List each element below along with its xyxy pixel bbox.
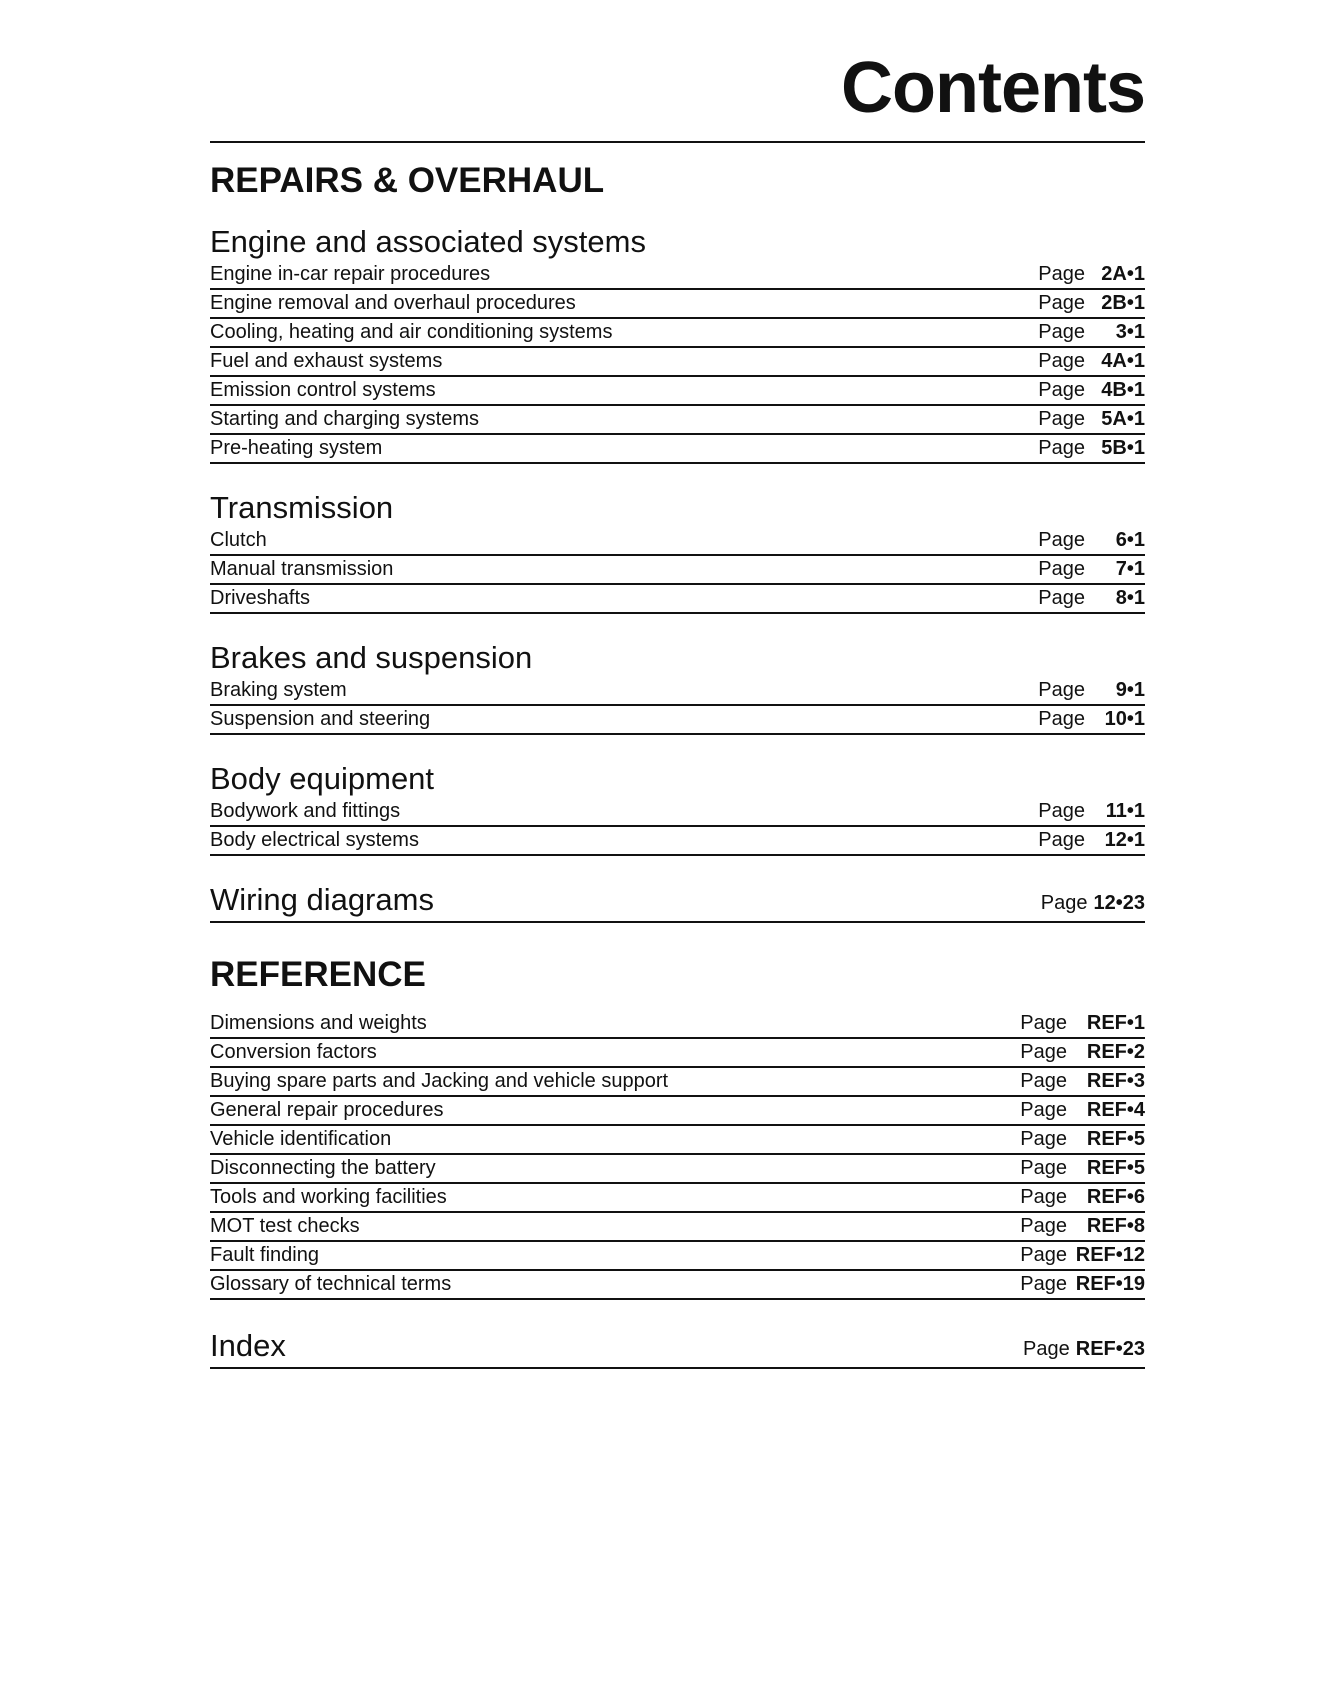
- repairs-heading: REPAIRS & OVERHAUL: [210, 161, 605, 200]
- toc-row[interactable]: [210, 798, 1145, 827]
- page-number: 5A•1: [1101, 408, 1145, 430]
- toc-label: Starting and charging systems: [210, 408, 480, 430]
- page-word: Page: [1020, 1070, 1067, 1092]
- toc-row[interactable]: [210, 1039, 1145, 1068]
- toc-row[interactable]: [210, 706, 1145, 735]
- reference-heading: REFERENCE: [210, 955, 426, 994]
- page-number: 10•1: [1104, 708, 1145, 730]
- toc-row[interactable]: [210, 1242, 1145, 1271]
- group-engine: [210, 226, 1145, 464]
- toc-label: General repair procedures: [210, 1099, 444, 1121]
- toc-row[interactable]: [210, 1126, 1145, 1155]
- toc-label: Fault finding: [210, 1244, 319, 1266]
- toc-row[interactable]: [210, 435, 1145, 464]
- page-number: 5B•1: [1101, 437, 1145, 459]
- toc-label: MOT test checks: [210, 1215, 360, 1237]
- toc-label: Suspension and steering: [210, 708, 431, 730]
- page-word: Page: [1038, 350, 1085, 372]
- toc-label: Clutch: [210, 529, 267, 551]
- group-title: Index: [210, 1328, 286, 1363]
- toc-row[interactable]: [210, 290, 1145, 319]
- page-word: Page: [1020, 1012, 1067, 1034]
- toc-row[interactable]: [210, 348, 1145, 377]
- page-word: Page: [1038, 558, 1085, 580]
- group-index: [210, 1330, 1145, 1369]
- toc-row[interactable]: [210, 827, 1145, 856]
- page-number: REF•1: [1086, 1012, 1145, 1034]
- page-number: REF•5: [1086, 1157, 1145, 1179]
- page-word: Page: [1038, 379, 1085, 401]
- group-title: Brakes and suspension: [210, 640, 533, 675]
- toc-label: Driveshafts: [210, 587, 311, 609]
- toc-label: Buying spare parts and Jacking and vehicle support: [210, 1070, 669, 1092]
- page-number: 7•1: [1115, 558, 1145, 580]
- toc-row[interactable]: [210, 527, 1145, 556]
- toc-label: Bodywork and fittings: [210, 800, 401, 822]
- page-word: Page: [1020, 1099, 1067, 1121]
- page-word: Page: [1020, 1215, 1067, 1237]
- page-word: Page: [1038, 263, 1085, 285]
- page-word: Page: [1038, 292, 1085, 314]
- group-body: [210, 763, 1145, 856]
- page-number: REF•23: [1075, 1338, 1145, 1360]
- toc-label: Cooling, heating and air conditioning systems: [210, 321, 613, 343]
- toc-row-wiring[interactable]: [210, 884, 1145, 923]
- toc-label: Braking system: [210, 679, 347, 701]
- page-number: 2B•1: [1101, 292, 1145, 314]
- page-word: Page: [1038, 587, 1085, 609]
- toc-row[interactable]: [210, 1068, 1145, 1097]
- toc-row[interactable]: [210, 1213, 1145, 1242]
- group-title: Transmission: [210, 490, 394, 525]
- title-block: [210, 0, 1145, 143]
- group-brakes: [210, 642, 1145, 735]
- page-number: 12•1: [1104, 829, 1145, 851]
- toc-row[interactable]: [210, 1184, 1145, 1213]
- toc-row[interactable]: [210, 677, 1145, 706]
- page-word: Page: [1038, 321, 1085, 343]
- page-word: Page: [1020, 1244, 1067, 1266]
- toc-label: Fuel and exhaust systems: [210, 350, 443, 372]
- page-word: Page: [1020, 1186, 1067, 1208]
- page-word: Page: [1020, 1273, 1067, 1295]
- toc-label: Disconnecting the battery: [210, 1157, 436, 1179]
- toc-label: Tools and working facilities: [210, 1186, 447, 1208]
- page-number: REF•2: [1086, 1041, 1145, 1063]
- toc-row[interactable]: [210, 319, 1145, 348]
- toc-label: Glossary of technical terms: [210, 1273, 452, 1295]
- toc-label: Manual transmission: [210, 558, 394, 580]
- toc-row[interactable]: [210, 377, 1145, 406]
- page-word: Page: [1020, 1157, 1067, 1179]
- page-title: Contents: [841, 48, 1145, 128]
- group-title: Engine and associated systems: [210, 224, 646, 259]
- toc-row[interactable]: [210, 1097, 1145, 1126]
- page-number: REF•19: [1075, 1273, 1145, 1295]
- toc-row[interactable]: [210, 1155, 1145, 1184]
- toc-row[interactable]: [210, 585, 1145, 614]
- page-number: 8•1: [1115, 587, 1145, 609]
- page-number: REF•8: [1086, 1215, 1145, 1237]
- toc-row[interactable]: [210, 1010, 1145, 1039]
- page-number: 2A•1: [1101, 263, 1145, 285]
- page-number: 12•23: [1093, 892, 1145, 914]
- group-transmission: [210, 492, 1145, 614]
- page-number: REF•12: [1075, 1244, 1145, 1266]
- toc-label: Engine removal and overhaul procedures: [210, 292, 576, 314]
- toc-row[interactable]: [210, 261, 1145, 290]
- group-title: Wiring diagrams: [210, 882, 434, 917]
- toc-label: Vehicle identification: [210, 1128, 392, 1150]
- toc-label: Body electrical systems: [210, 829, 419, 851]
- page-word: Page: [1038, 408, 1085, 430]
- page-word: Page: [1038, 437, 1085, 459]
- toc-label: Pre-heating system: [210, 437, 383, 459]
- toc-label: Emission control systems: [210, 379, 436, 401]
- page-word: Page: [1020, 1041, 1067, 1063]
- contents-page: [210, 0, 1145, 1369]
- toc-row-index[interactable]: [210, 1330, 1145, 1369]
- page-number: 6•1: [1115, 529, 1145, 551]
- page-number: REF•3: [1086, 1070, 1145, 1092]
- page-word: Page: [1038, 679, 1085, 701]
- toc-row[interactable]: [210, 556, 1145, 585]
- page-word: Page: [1038, 708, 1085, 730]
- toc-row[interactable]: [210, 1271, 1145, 1300]
- toc-label: Conversion factors: [210, 1041, 377, 1063]
- page-word: Page: [1020, 1128, 1067, 1150]
- page-number: REF•4: [1086, 1099, 1145, 1121]
- group-title: Body equipment: [210, 761, 435, 796]
- page-word: Page: [1023, 1338, 1070, 1360]
- page-number: 3•1: [1115, 321, 1145, 343]
- page-number: REF•6: [1086, 1186, 1145, 1208]
- toc-row[interactable]: [210, 406, 1145, 435]
- page-word: Page: [1040, 892, 1088, 914]
- page-number: 9•1: [1115, 679, 1145, 701]
- page-word: Page: [1038, 800, 1085, 822]
- page-number: 4A•1: [1101, 350, 1145, 372]
- page-number: 4B•1: [1101, 379, 1145, 401]
- page-number: 11•1: [1105, 800, 1145, 822]
- group-wiring: [210, 884, 1145, 923]
- reference-list: [210, 1010, 1145, 1300]
- page-number: REF•5: [1086, 1128, 1145, 1150]
- toc-label: Dimensions and weights: [210, 1012, 427, 1034]
- page-word: Page: [1038, 829, 1085, 851]
- page-word: Page: [1038, 529, 1085, 551]
- toc-label: Engine in-car repair procedures: [210, 263, 491, 285]
